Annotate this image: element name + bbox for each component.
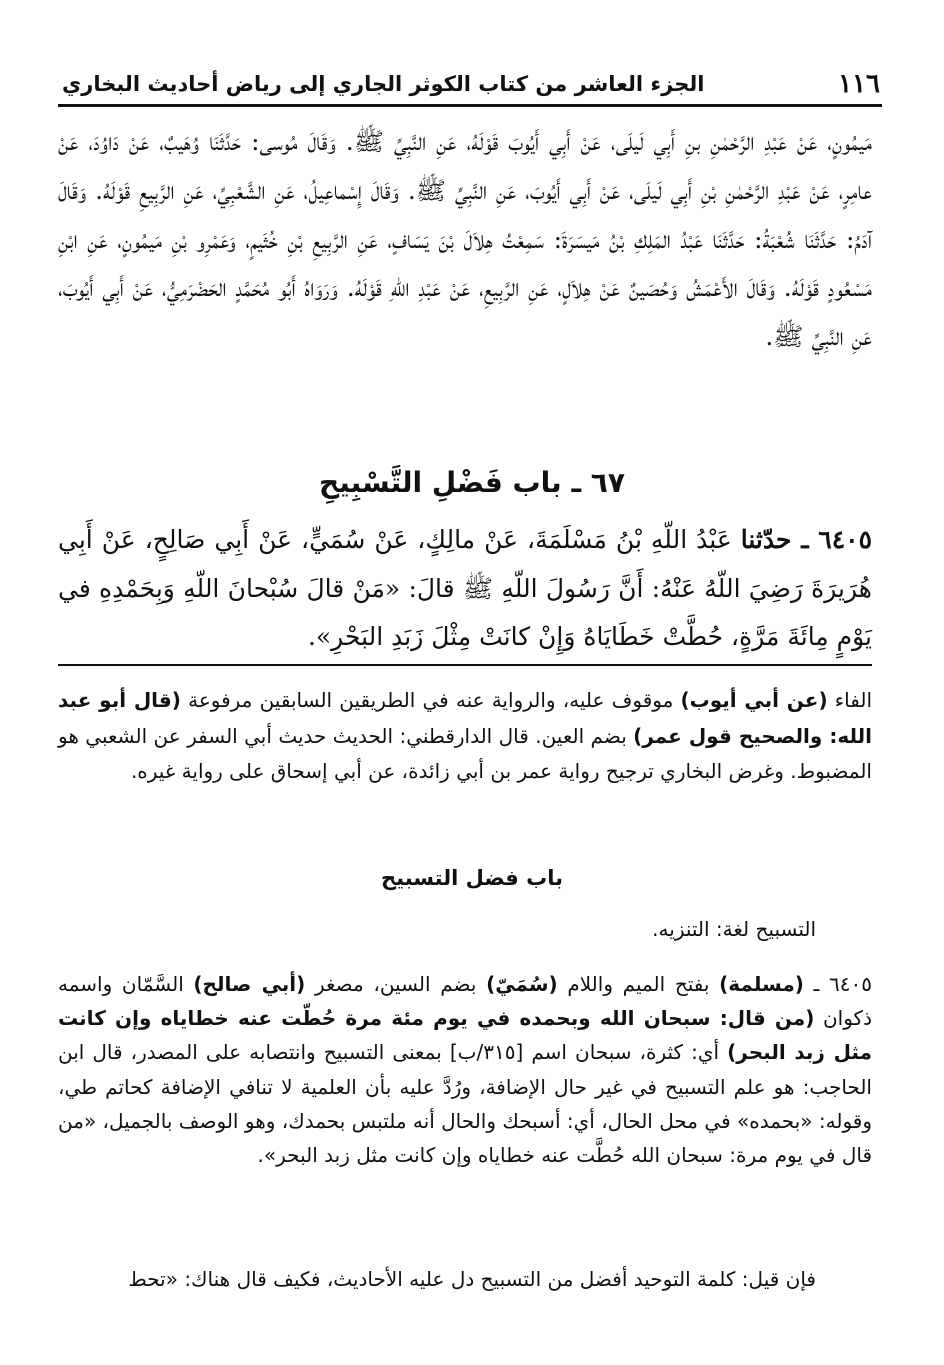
chapter-heading: ٦٧ ـ باب فَضْلِ التَّسْبِيحِ [319,466,625,499]
explanation-text: السَّمّان واسمه ذكوان [58,972,872,1031]
definition-line: التسبيح لغة: التنزيه. [652,917,816,941]
explanation-bold-phrase: (مسلمة) [719,972,804,996]
commentary-bold-phrase: (عن أبي أيوب) [680,688,828,712]
commentary-block [58,683,872,790]
page-number: ١١٦ [838,69,880,99]
hadith-text: عَبْدُ اللّهِ بْنُ مَسْلَمَةَ، عَنْ مالِكٍ، عَنْ سُمَيٍّ، عَنْ أَبِي صَالِحٍ، عَنْ أَبِي هُرَيرَةَ رَضِيَ اللّهُ عَنْهُ: أَنَّ رَسُولَ اللّهِ ﷺ قالَ: «مَنْ قالَ سُبْحانَ اللّهِ وَبِحَمْدِهِ في يَوْمٍ مِائَةَ مَرَّةٍ، حُطَّتْ خَطَايَاهُ وَإِنْ كانَتْ مِثْلَ زَبَدِ البَحْرِ». [58,525,872,651]
final-paragraph-block [58,1262,816,1296]
matn-text-block [58,118,872,362]
commentary-text: بضم العين. قال الدارقطني: الحديث حديث أبي السفر عن الشعبي هو المضبوط. وغرض البخاري ترجيح رواية عمر بن أبي زائدة، عن أبي إسحاق على رواية غيره. [58,723,872,783]
explanation-paragraph [58,967,872,1172]
commentary-paragraph [58,683,872,790]
final-paragraph: فإن قيل: كلمة التوحيد أفضل من التسبيح دل عليه الأحاديث، فكيف قال هناك: «تحط [128,1267,816,1291]
explanation-bold-phrase: (سُمَيّ) [486,972,558,996]
explanation-text: أي: كثرة، سبحان اسم [٣١٥/ب] بمعنى التسبيح وانتصابه على المصدر، قال ابن الحاجب: هو علم التسبيح في غير حال الإضافة، ورُدَّ عليه بأن العلمية لا تنافي الإضافة كحاتم طي، وقوله: «بحمده» في محل الحال، أي: أسبحك والحال أنه ملتبس بحمدك، وهو الوصف بالجميل، «من قال في يوم مرة: سبحان الله حُطَّت عنه خطاياه وإن كانت مثل زبد البحر». [58,1040,872,1168]
explanation-text: بضم السين، مصغر [305,972,487,996]
sub-heading: باب فضل التسبيح [381,866,563,890]
explanation-bold-phrase: (أبي صالح) [193,972,306,996]
matn-paragraph: مَيمُونٍ، عَنْ عَبْدِ الرَّحْمٰنِ بنِ أَبِي لَيلَى، عَنْ أَبِي أَيُوبَ قَوْلَهُ، عَنِ النَّبِيِّ ﷺ. وَقَالَ مُوسى: حَدَّثَنَا وُهَيبٌ، عَنْ دَاوُدَ، عَنْ عامِرٍ، عَنْ عَبْدِ الرَّحْمٰنِ بْنِ أَبِي لَيلَى، عَنْ أَبِي أَيُوبَ، عَنِ النَّبِيِّ ﷺ. وَقَالَ إِسْماعِيلُ، عَنِ الشَّعْبِيِّ، عَنِ الرَّبِيعِ قَوْلَهُ. وَقَالَ آدَمُ: حَدَّثَنَا شُعْبَةُ: حَدَّثَنَا عَبْدُ المَلِكِ بْنُ مَيسَرَةَ: سَمِعْتُ هِلاَلَ بْنَ يَسَافٍ، عَنِ الرَّبِيعِ بْنِ خُثَيمٍ، وَعَمْرِو بْنِ مَيمُونٍ، عَنِ ابْنِ مَسْعُودٍ قَوْلَهُ. وَقَالَ الأَعْمَشُ وَحُصَينٌ عَنْ هِلاَلٍ، عَنِ الرَّبِيعِ، عَنْ عَبْدِ اللّهِ قَوْلَهُ. وَرَوَاهُ أَبُو مُحَمَّدٍ الحَضْرَمِيُّ، عَنْ أَبِي أَيُوبَ، عَنِ النَّبِيِّ ﷺ. [58,127,873,352]
header-rule [58,104,882,107]
explanation-bold-phrase: (من قال: سبحان الله وبحمده في يوم مئة مرة حُطّت عنه خطاياه وإن كانت مثل زبد البحر) [58,1006,872,1065]
hadith-number-lead: ٦٤٠٥ ـ حدّثنا [740,525,873,554]
commentary-text: موقوف عليه، والرواية عنه في الطريقين السابقين مرفوعة [180,688,681,712]
page-header [62,64,880,104]
separator-rule [58,664,872,666]
commentary-bold-phrase: (قال أبو عبد الله: والصحيح قول عمر) [58,688,872,748]
explanation-number: ٦٤٠٥ ـ [803,972,872,996]
running-title: الجزء العاشر من كتاب الكوثر الجاري إلى رياض أحاديث البخاري [62,72,705,96]
hadith-block [58,516,872,662]
commentary-text: الفاء [827,688,873,712]
explanation-block [58,967,872,1172]
explanation-text: بفتح الميم واللام [557,972,720,996]
hadith-paragraph [58,516,872,662]
